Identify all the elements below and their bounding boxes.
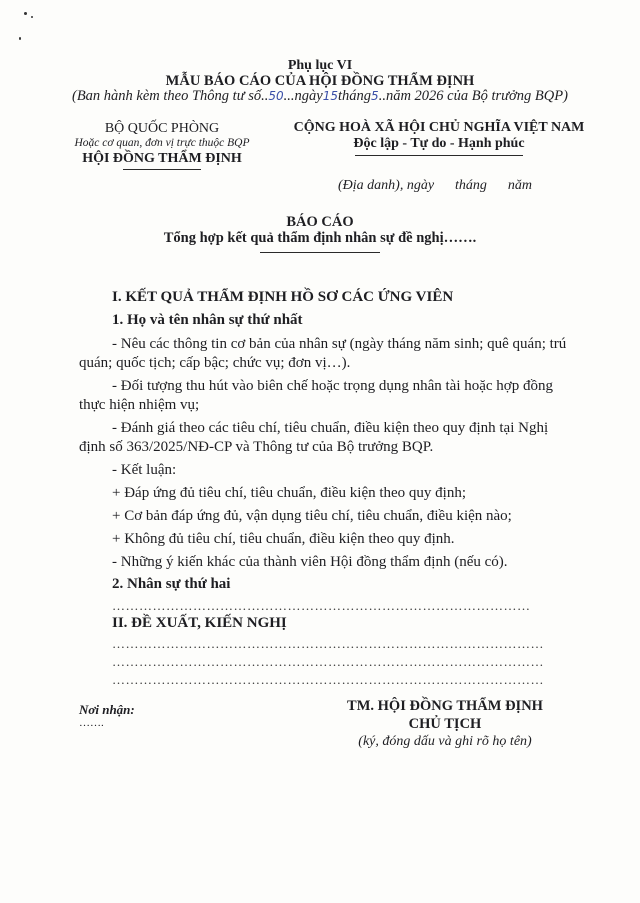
signature-line-1: TM. HỘI ĐỒNG THẨM ĐỊNH: [347, 698, 543, 714]
issuance-prefix: (Ban hành kèm theo Thông tư số: [72, 88, 262, 104]
motto-underline: [355, 155, 523, 156]
issuance-month-label: tháng: [338, 88, 372, 104]
ministry-name: BỘ QUỐC PHÒNG: [104, 121, 220, 136]
section1-subheading-2: 2. Nhân sự thứ hai: [112, 576, 231, 592]
issuance-line: [72, 88, 568, 105]
handwritten-number: 50: [268, 89, 284, 103]
dotted-line: ……………………………………………………………………………………: [112, 654, 544, 669]
other-opinions: - Những ý kiến khác của thành viên Hội đồng thẩm định (nếu có).: [112, 554, 508, 570]
paragraph-2-line-2: thực hiện nhiệm vụ;: [79, 397, 200, 413]
form-title: MẪU BÁO CÁO CỦA HỘI ĐỒNG THẨM ĐỊNH: [165, 73, 475, 89]
report-subtitle: Tổng hợp kết quả thẩm định nhân sự đề nghị…….: [163, 230, 477, 246]
dotted-line: ……………………………………………………………………………………: [112, 672, 544, 687]
handwritten-month: 5: [371, 89, 379, 103]
appendix-label: Phụ lục VI: [287, 58, 353, 73]
scan-speck: [31, 16, 33, 18]
signature-note: (ký, đóng dấu và ghi rõ họ tên): [358, 734, 532, 749]
report-title: BÁO CÁO: [286, 214, 354, 230]
section1-subheading-1: 1. Họ và tên nhân sự thứ nhất: [112, 312, 303, 328]
national-motto: Độc lập - Tự do - Hạnh phúc: [353, 136, 525, 151]
conclusion-label: - Kết luận:: [112, 462, 177, 478]
left-block-underline: [123, 169, 201, 170]
paragraph-3-line-2: định số 363/2025/NĐ-CP và Thông tư của Bộ trưởng BQP.: [79, 439, 434, 455]
scan-speck: [19, 37, 21, 40]
paragraph-2-line-1: - Đối tượng thu hút vào biên chế hoặc trọng dụng nhân tài hoặc hợp đồng: [112, 378, 553, 394]
report-title-underline: [260, 252, 380, 253]
council-name: HỘI ĐỒNG THẨM ĐỊNH: [82, 151, 242, 166]
section1-heading: I. KẾT QUẢ THẨM ĐỊNH HỒ SƠ CÁC ỨNG VIÊN: [112, 289, 454, 305]
conclusion-option-3: + Không đủ tiêu chí, tiêu chuẩn, điều kiện theo quy định.: [112, 531, 455, 547]
handwritten-day: 15: [322, 89, 339, 103]
paragraph-3-line-1: - Đánh giá theo các tiêu chí, tiêu chuẩn, điều kiện theo quy định tại Nghị: [112, 420, 549, 436]
section2-heading: II. ĐỀ XUẤT, KIẾN NGHỊ: [112, 615, 287, 631]
signature-line-2: CHỦ TỊCH: [408, 716, 482, 732]
place-date-line: (Địa danh), ngày tháng năm: [338, 178, 533, 193]
dotted-line: ……………………………………………………………………………………: [112, 636, 544, 651]
paragraph-1-line-1: - Nêu các thông tin cơ bản của nhân sự (ngày tháng năm sinh; quê quán; trú: [112, 336, 567, 352]
issuance-suffix: ..năm 2026 của Bộ trưởng BQP): [378, 88, 568, 104]
recipients-dots: …….: [79, 717, 104, 729]
issuance-dots: ..: [261, 88, 269, 104]
scan-speck: [24, 12, 27, 15]
conclusion-option-1: + Đáp ứng đủ tiêu chí, tiêu chuẩn, điều kiện theo quy định;: [112, 485, 467, 501]
nation-title: CỘNG HOÀ XÃ HỘI CHỦ NGHĨA VIỆT NAM: [293, 120, 585, 135]
recipients-label: Nơi nhận:: [79, 702, 135, 717]
dotted-line: …………………………………………………………………………………: [112, 598, 531, 613]
issuance-date-label: ...ngày: [283, 88, 323, 104]
agency-note: Hoặc cơ quan, đơn vị trực thuộc BQP: [74, 137, 250, 149]
paragraph-1-line-2: quán; quốc tịch; cấp bậc; chức vụ; đơn vị…).: [79, 355, 351, 371]
conclusion-option-2: + Cơ bản đáp ứng đủ, vận dụng tiêu chí, tiêu chuẩn, điều kiện nào;: [112, 508, 512, 524]
